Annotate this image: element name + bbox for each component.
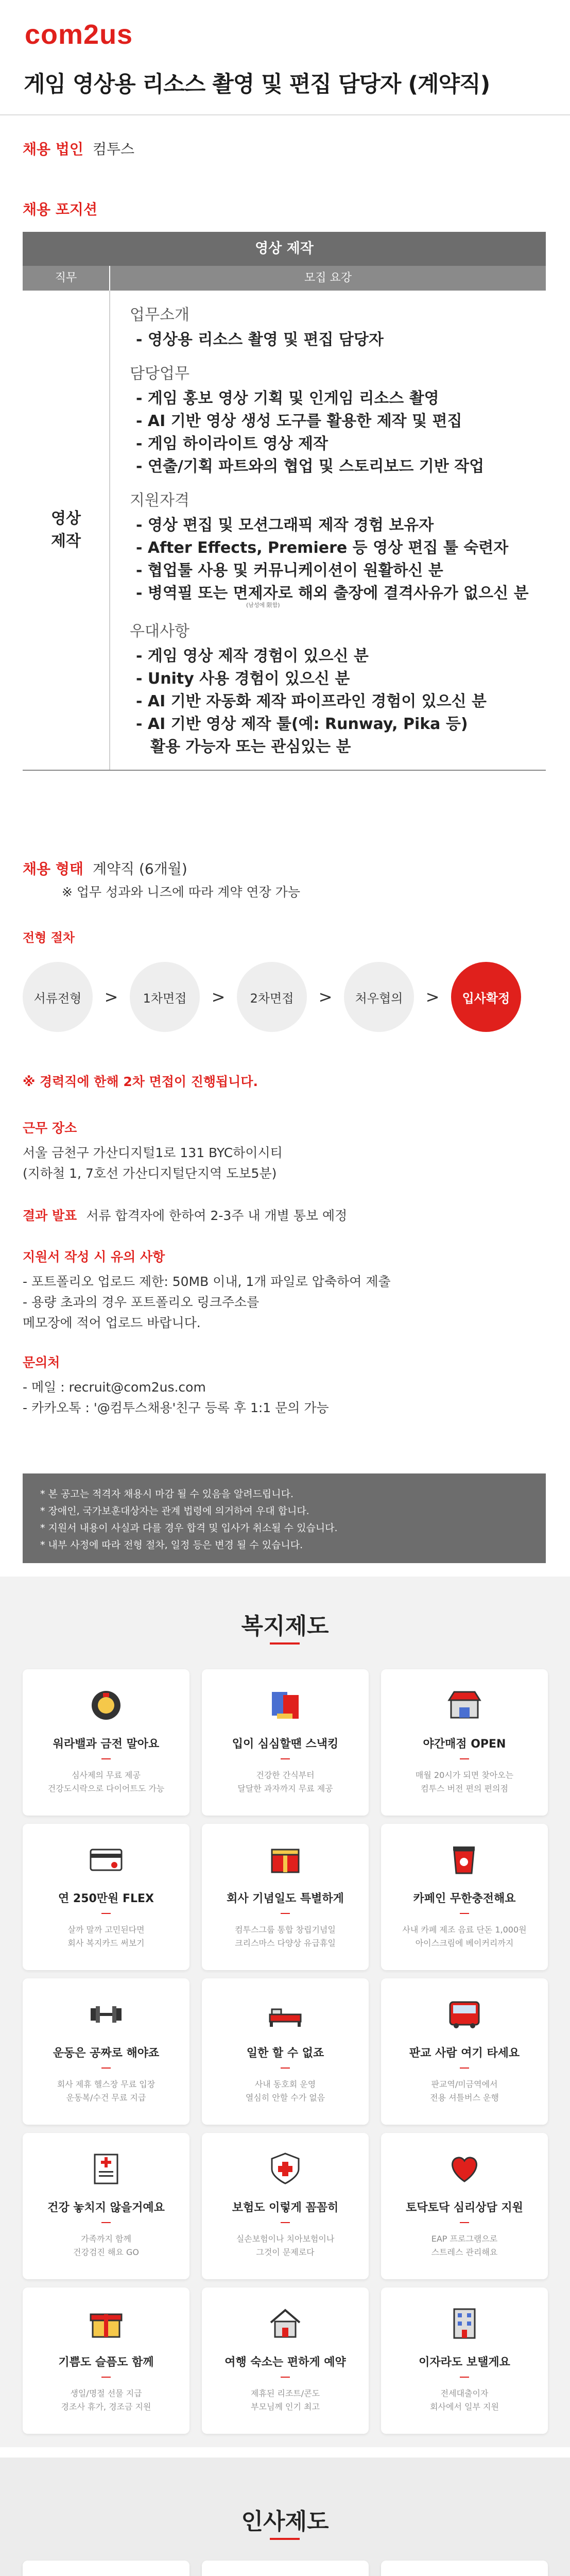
benefit-desc — [23, 1769, 189, 1795]
benefit-card — [23, 1669, 189, 1816]
notice-box — [23, 1473, 546, 1563]
page-title: 게임 영상용 리소스 촬영 및 편집 담당자 (계약직) — [24, 72, 490, 97]
group-item: - 영상용 리소스 촬영 및 편집 담당자 — [136, 331, 384, 349]
location-line: 서울 금천구 가산디지털1로 131 BYC하이시티 — [23, 1145, 283, 1160]
book-icon — [265, 1685, 306, 1726]
welfare-title: 복지제도 — [241, 1613, 329, 1639]
benefit-card — [202, 1669, 369, 1816]
group-item: 활용 가능자 또는 관심있는 분 — [150, 738, 351, 756]
contact-label: 문의처 — [23, 1355, 60, 1370]
title-dash — [281, 1758, 290, 1759]
benefit-card — [381, 1824, 548, 1970]
benefit-desc — [23, 2232, 189, 2259]
benefit-desc-line: 판교역/미금역에서 — [431, 2079, 498, 2089]
coffee-icon — [444, 1839, 485, 1880]
benefit-card — [202, 1978, 369, 2125]
trophy-icon — [85, 1685, 127, 1726]
group-item: - Unity 사용 경험이 있으신 분 — [136, 670, 350, 688]
result-row — [23, 1206, 347, 1224]
title-dash — [101, 1758, 111, 1759]
employment-value: 계약직 (6개월) — [92, 860, 187, 877]
process-note: ※ 경력직에 한해 2차 면접이 진행됩니다. — [23, 1074, 258, 1089]
location-block — [23, 1118, 283, 1184]
benefit-desc-line: 사내 동호회 운영 — [254, 2079, 316, 2089]
title-dash — [101, 2377, 111, 2378]
group-item: - AI 기반 영상 제작 툴(예: Runway, Pika 등) — [136, 715, 468, 733]
benefit-card — [23, 2561, 189, 2576]
apply-note-line: - 용량 초과의 경우 포트폴리오 링크주소를 — [23, 1295, 260, 1310]
notice-line: * 본 공고는 적격자 채용시 마감 될 수 있음을 알려드립니다. — [40, 1488, 294, 1500]
benefit-desc-line: 생일/명절 선물 지급 — [70, 2388, 142, 2398]
benefit-desc-line: 컴투스그룹 통합 창립기념일 — [235, 1925, 336, 1935]
chevron-right-icon: > — [318, 987, 333, 1007]
title-dash — [281, 2377, 290, 2378]
chevron-right-icon: > — [211, 987, 226, 1007]
role-line: 제작 — [51, 532, 81, 550]
benefit-card — [23, 1824, 189, 1970]
benefit-title: 연 250만원 FLEX — [58, 1892, 154, 1905]
benefit-title: 운동은 공짜로 해야죠 — [53, 2047, 160, 2060]
title-dash — [460, 2222, 469, 2223]
divider — [0, 114, 570, 115]
role-line: 영상 — [51, 510, 81, 528]
notice-line: * 지원서 내용이 사실과 다를 경우 합격 및 입사가 취소될 수 있습니다. — [40, 1522, 338, 1534]
benefit-desc-line: 실손보험이나 치아보험이나 — [236, 2234, 335, 2244]
contact-line[interactable]: - 메일 : recruit@com2us.com — [23, 1380, 206, 1395]
group-note: (남성에 限함) — [246, 602, 280, 608]
title-underline — [270, 2538, 300, 2540]
card-icon — [85, 1839, 127, 1880]
benefit-title: 카페인 무한충전해요 — [413, 1892, 516, 1905]
title-dash — [101, 2067, 111, 2069]
benefit-desc-line: 가족까지 함께 — [81, 2234, 131, 2244]
benefit-title: 회사 기념일도 특별하게 — [227, 1892, 344, 1905]
process-steps — [23, 953, 553, 1041]
title-dash — [460, 2377, 469, 2378]
benefit-title: 입이 심심할땐 스낵킹 — [232, 1738, 339, 1751]
benefit-title: 건강 놓치지 않을거예요 — [47, 2201, 165, 2214]
heart-icon — [444, 2148, 485, 2190]
benefit-desc-line: 전세대출이자 — [440, 2388, 489, 2398]
table-title: 영상 제작 — [23, 232, 546, 266]
group-item: - 게임 홍보 영상 기획 및 인게임 리소스 촬영 — [136, 389, 439, 408]
benefit-desc-line: 회사 제휴 헬스장 무료 입장 — [57, 2079, 156, 2089]
title-dash — [281, 2222, 290, 2223]
benefit-title: 일한 할 수 없죠 — [246, 2047, 324, 2060]
table-header-row — [23, 266, 546, 291]
title-underline — [270, 1642, 300, 1645]
notice-line: * 장애인, 국가보훈대상자는 관계 법령에 의거하여 우대 합니다. — [40, 1505, 309, 1517]
process-step: 서류전형 — [23, 962, 93, 1032]
dumbbell-icon — [85, 1994, 127, 2035]
table-row — [23, 291, 546, 771]
benefit-desc — [23, 2078, 189, 2105]
title-dash — [460, 1913, 469, 1914]
benefit-card — [381, 2561, 548, 2576]
benefit-title: 여행 숙소는 편하게 예약 — [224, 2356, 346, 2369]
benefit-desc-line: 살까 말까 고민된다면 — [67, 1925, 145, 1935]
group-item: - AI 기반 자동화 제작 파이프라인 경험이 있으신 분 — [136, 692, 487, 710]
benefit-desc-line: 사내 카페 제조 음료 단돈 1,000원 — [402, 1925, 527, 1935]
benefit-desc — [381, 1923, 548, 1950]
group-title: 우대사항 — [130, 622, 189, 640]
contact-block — [23, 1352, 329, 1418]
notice-line: * 내부 사정에 따라 전형 절차, 일정 등은 변경 될 수 있습니다. — [40, 1539, 303, 1551]
benefit-desc-line: 회사 복지카드 써보기 — [67, 1938, 145, 1948]
benefit-desc-line: 크리스마스 다양상 유급휴일 — [235, 1938, 336, 1948]
employment-note: ※ 업무 성과와 니즈에 따라 계약 연장 가능 — [62, 885, 300, 900]
benefit-title: 기쁨도 슬픔도 함께 — [58, 2356, 154, 2369]
process-row — [23, 927, 75, 945]
benefit-desc-line: EAP 프로그램으로 — [431, 2234, 498, 2244]
process-step: 2차면접 — [237, 962, 307, 1032]
benefit-desc — [202, 1923, 369, 1950]
location-label: 근무 장소 — [23, 1121, 77, 1136]
title-dash — [460, 1758, 469, 1759]
insurance-icon — [265, 2148, 306, 2190]
benefit-card — [202, 2133, 369, 2279]
benefit-desc-line: 달달한 과자까지 무료 제공 — [237, 1784, 333, 1793]
benefit-desc-line: 부모님께 인기 최고 — [251, 2402, 320, 2412]
benefit-desc-line: 회사에서 일부 지원 — [430, 2402, 499, 2412]
position-label: 채용 포지션 — [23, 201, 97, 218]
present-icon — [85, 2303, 127, 2344]
benefit-desc — [381, 2387, 548, 2414]
group-item: - AI 기반 영상 생성 도구를 활용한 제작 및 편집 — [136, 412, 462, 430]
group-title: 담당업무 — [130, 365, 189, 383]
col-role-header: 직무 — [23, 266, 110, 291]
benefit-title: 토닥토닥 심리상담 지원 — [406, 2201, 523, 2214]
benefit-title: 보험도 이렇게 꼼꼼히 — [232, 2201, 339, 2214]
benefit-desc-line: 심사제의 무료 제공 — [72, 1770, 141, 1780]
benefit-desc-line: 그것이 문제로다 — [256, 2247, 315, 2257]
benefit-card — [381, 2133, 548, 2279]
group-item: - 게임 영상 제작 경험이 있으신 분 — [136, 647, 369, 665]
benefit-desc-line: 아이스크림에 베이커리까지 — [415, 1938, 514, 1948]
house-icon — [265, 2303, 306, 2344]
hr-title: 인사제도 — [241, 2509, 329, 2535]
benefit-card — [381, 2287, 548, 2434]
benefit-desc-line: 건강검진 해요 GO — [73, 2247, 139, 2257]
benefit-card — [23, 1978, 189, 2125]
apply-note-line: 메모장에 적어 업로드 바랍니다. — [23, 1315, 201, 1330]
benefit-desc-line: 경조사 휴가, 경조금 지원 — [61, 2402, 151, 2412]
process-label: 전형 절차 — [23, 930, 75, 945]
benefit-desc — [381, 1769, 548, 1795]
company-row — [23, 138, 134, 159]
contact-line: - 카카오톡 : '@컴투스채용'친구 등록 후 1:1 문의 가능 — [23, 1400, 329, 1415]
apply-notes-block — [23, 1247, 391, 1333]
benefit-title: 워라밸과 금전 말아요 — [53, 1738, 160, 1751]
col-req-header: 모집 요강 — [304, 272, 352, 284]
benefit-desc-line: 건강한 간식부터 — [256, 1770, 315, 1780]
benefit-desc-line: 스트레스 관리해요 — [431, 2247, 498, 2257]
benefit-desc-line: 제휴된 리조트/콘도 — [250, 2388, 320, 2398]
bus-icon — [444, 1994, 485, 2035]
benefit-desc — [202, 2078, 369, 2105]
group-item: - After Effects, Premiere 등 영상 편집 툴 숙련자 — [136, 539, 509, 557]
benefit-card — [202, 1824, 369, 1970]
benefit-desc — [23, 2387, 189, 2414]
process-step: 처우협의 — [344, 962, 414, 1032]
medical-icon — [85, 2148, 127, 2190]
benefit-title: 야간매점 OPEN — [423, 1738, 506, 1751]
benefit-card — [23, 2133, 189, 2279]
requirements-cell — [110, 291, 546, 770]
benefit-desc-line: 컴투스 버전 편의 편의점 — [421, 1784, 508, 1793]
bed-icon — [265, 1994, 306, 2035]
group-item: - 영상 편집 및 모션그래픽 제작 경험 보유자 — [136, 516, 434, 534]
process-step-final: 입사확정 — [451, 962, 521, 1032]
chevron-right-icon: > — [425, 987, 440, 1007]
benefit-desc — [381, 2232, 548, 2259]
building-icon — [444, 2303, 485, 2344]
benefit-desc-line: 전용 셔틀버스 운행 — [430, 2093, 499, 2103]
result-label: 결과 발표 — [23, 1208, 77, 1223]
benefit-card — [202, 2287, 369, 2434]
benefit-title: 이자라도 보탤게요 — [419, 2356, 510, 2369]
position-row — [23, 198, 97, 219]
benefit-desc-line: 운동복/수건 무료 지급 — [66, 2093, 146, 2103]
com2us-logo[interactable]: com2us — [25, 19, 133, 50]
location-line: (지하철 1, 7호선 가산디지털단지역 도보5분) — [23, 1166, 277, 1181]
gift-icon — [265, 1839, 306, 1880]
benefit-desc — [202, 1769, 369, 1795]
company-value: 컴투스 — [92, 141, 135, 158]
role-cell — [23, 291, 110, 770]
chevron-right-icon: > — [104, 987, 118, 1007]
title-dash — [101, 1913, 111, 1914]
benefit-card — [202, 2561, 369, 2576]
employment-row — [23, 858, 187, 878]
group-item: - 협업툴 사용 및 커뮤니케이션이 원활하신 분 — [136, 562, 443, 580]
position-table — [23, 232, 546, 771]
benefit-title: 판교 사람 여기 타세요 — [409, 2047, 520, 2060]
benefit-desc-line: 건강도시락으로 다이어트도 가능 — [47, 1784, 165, 1793]
group-item: - 병역필 또는 면제자로 해외 출장에 결격사유가 없으신 분 — [136, 584, 529, 602]
benefit-desc — [23, 1923, 189, 1950]
group-title: 업무소개 — [130, 306, 189, 324]
store-icon — [444, 1685, 485, 1726]
group-item: - 게임 하이라이트 영상 제작 — [136, 435, 329, 453]
benefit-card — [381, 1669, 548, 1816]
company-label: 채용 법인 — [23, 141, 83, 158]
benefit-desc-line: 매월 20시가 되면 찾아오는 — [415, 1770, 514, 1780]
benefit-card — [23, 2287, 189, 2434]
benefit-card — [381, 1978, 548, 2125]
benefit-desc — [202, 2232, 369, 2259]
benefit-desc — [202, 2387, 369, 2414]
process-step: 1차면접 — [130, 962, 200, 1032]
group-title: 지원자격 — [130, 492, 189, 510]
benefit-desc — [381, 2078, 548, 2105]
title-dash — [281, 1913, 290, 1914]
title-dash — [101, 2222, 111, 2223]
apply-note-line: - 포트폴리오 업로드 제한: 50MB 이내, 1개 파일로 압축하여 제출 — [23, 1274, 391, 1289]
benefit-desc-line: 열심히 안할 수가 없음 — [245, 2093, 325, 2103]
employment-label: 채용 형태 — [23, 860, 83, 877]
title-dash — [460, 2067, 469, 2069]
apply-notes-label: 지원서 작성 시 유의 사항 — [23, 1249, 165, 1264]
group-item: - 연출/기획 파트와의 협업 및 스토리보드 기반 작업 — [136, 457, 485, 476]
title-dash — [281, 2067, 290, 2069]
result-value: 서류 합격자에 한하여 2-3주 내 개별 통보 예정 — [86, 1208, 348, 1223]
